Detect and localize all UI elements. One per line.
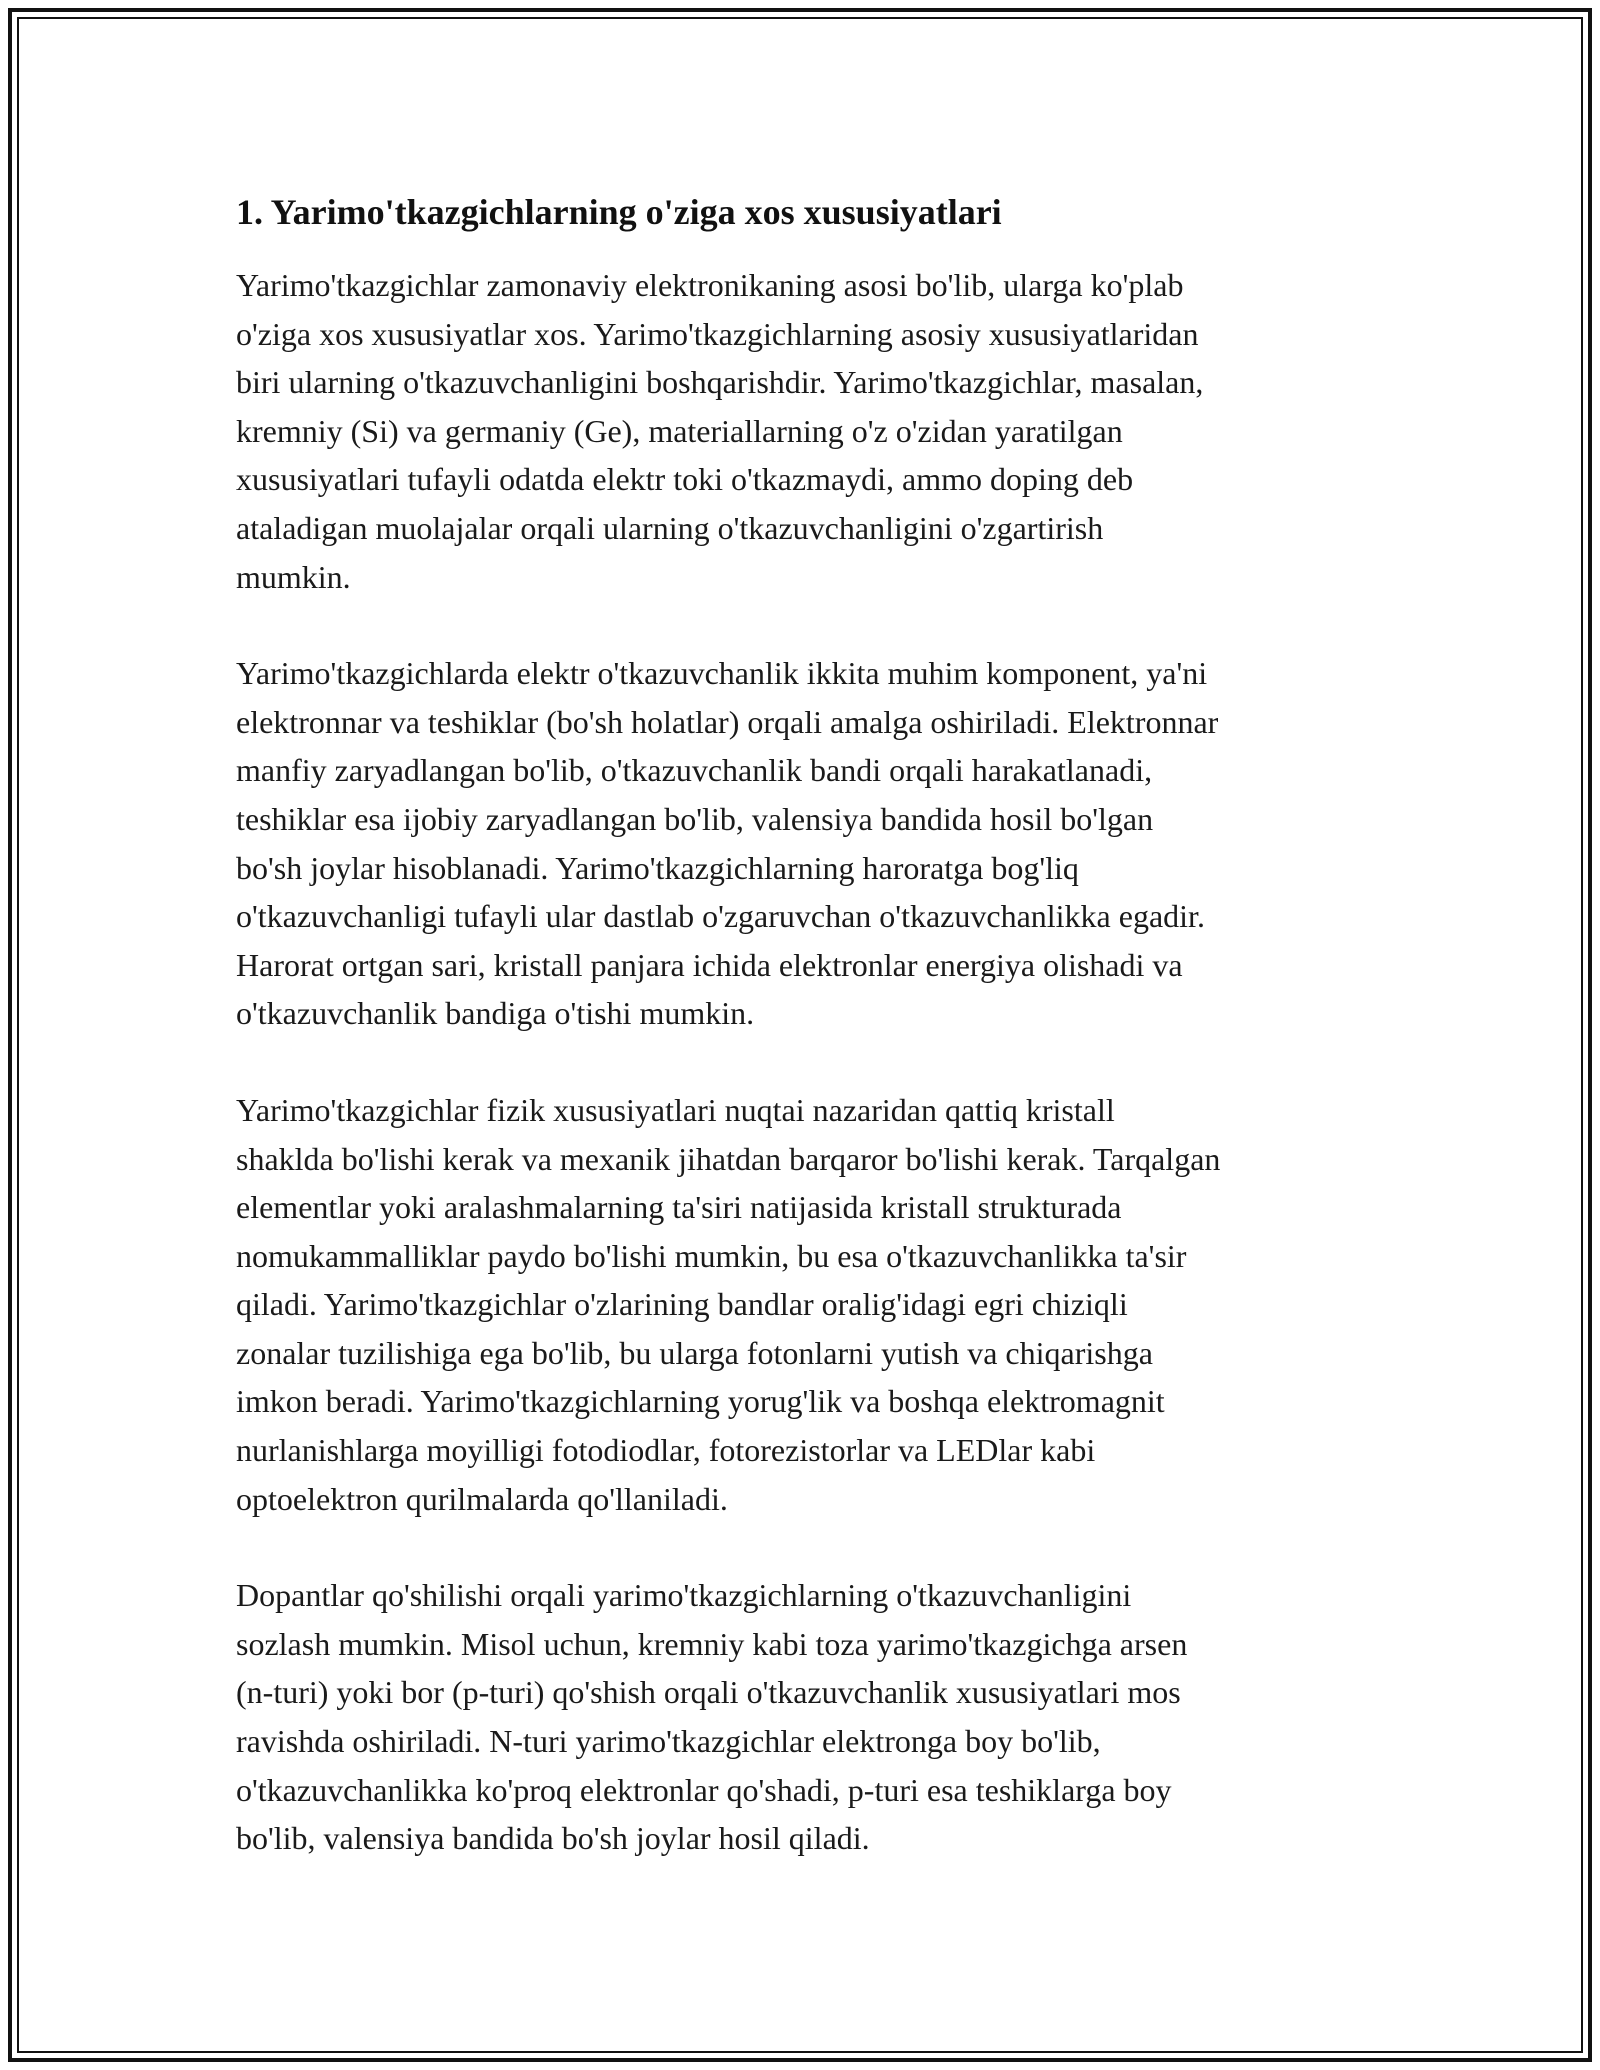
- paragraph-line: Dopantlar qo'shilishi orqali yarimo'tkazgichlarning o'tkazuvchanligini: [236, 1577, 1132, 1614]
- section-heading: 1. Yarimo'tkazgichlarning o'ziga xos xususiyatlari: [236, 192, 1002, 232]
- paragraph-line: qiladi. Yarimo'tkazgichlar o'zlarining bandlar oralig'idagi egri chiziqli: [236, 1286, 1128, 1323]
- paragraph-line: shaklda bo'lishi kerak va mexanik jihatdan barqaror bo'lishi kerak. Tarqalgan: [236, 1140, 1221, 1177]
- paragraph-4: [236, 1571, 1386, 1863]
- paragraph-line: zonalar tuzilishiga ega bo'lib, bu ularga fotonlarni yutish va chiqarishga: [236, 1334, 1153, 1371]
- paragraph-line: (n-turi) yoki bor (p-turi) qo'shish orqali o'tkazuvchanlik xususiyatlari mos: [236, 1674, 1181, 1711]
- paragraph-line: sozlash mumkin. Misol uchun, kremniy kabi toza yarimo'tkazgichga arsen: [236, 1625, 1188, 1662]
- paragraph-line: Yarimo'tkazgichlar zamonaviy elektronikaning asosi bo'lib, ularga ko'plab: [236, 267, 1184, 303]
- paragraph-line: Yarimo'tkazgichlarda elektr o'tkazuvchanlik ikkita muhim komponent, ya'ni: [236, 655, 1208, 692]
- paragraph-3: [236, 1086, 1386, 1523]
- paragraph-line: nurlanishlarga moyilligi fotodiodlar, fotorezistorlar va LEDlar kabi: [236, 1432, 1096, 1469]
- paragraph-line: manfiy zaryadlangan bo'lib, o'tkazuvchanlik bandi orqali harakatlanadi,: [236, 752, 1153, 789]
- paragraph-line: imkon beradi. Yarimo'tkazgichlarning yorug'lik va boshqa elektromagnit: [236, 1383, 1165, 1420]
- paragraph-2: [236, 649, 1386, 1038]
- paragraph-1: [236, 261, 1386, 601]
- paragraph-line: kremniy (Si) va germaniy (Ge), materiallarning o'z o'zidan yaratilgan: [236, 412, 1123, 449]
- paragraph-line: nomukammalliklar paydo bo'lishi mumkin, bu esa o'tkazuvchanlikka ta'sir: [236, 1237, 1187, 1274]
- paragraph-line: Yarimo'tkazgichlar fizik xususiyatlari nuqtai nazaridan qattiq kristall: [236, 1091, 1115, 1128]
- paragraph-line: bo'sh joylar hisoblanadi. Yarimo'tkazgichlarning haroratga bog'liq: [236, 849, 1079, 886]
- paragraph-line: o'tkazuvchanlik bandiga o'tishi mumkin.: [236, 995, 755, 1032]
- paragraph-line: elektronnar va teshiklar (bo'sh holatlar) orqali amalga oshiriladi. Elektronnar: [236, 703, 1219, 740]
- paragraph-line: elementlar yoki aralashmalarning ta'siri natijasida kristall strukturada: [236, 1189, 1122, 1226]
- paragraph-line: xususiyatlari tufayli odatda elektr toki o'tkazmaydi, ammo doping deb: [236, 461, 1134, 498]
- paragraph-line: ataladigan muolajalar orqali ularning o'tkazuvchanligini o'zgartirish: [236, 509, 1104, 546]
- paragraph-line: o'tkazuvchanlikka ko'proq elektronlar qo'shadi, p-turi esa teshiklarga boy: [236, 1771, 1172, 1808]
- paragraph-line: o'tkazuvchanligi tufayli ular dastlab o'zgaruvchan o'tkazuvchanlikka egadir.: [236, 898, 1205, 935]
- paragraph-line: Harorat ortgan sari, kristall panjara ichida elektronlar energiya olishadi va: [236, 946, 1183, 983]
- paragraph-line: o'ziga xos xususiyatlar xos. Yarimo'tkazgichlarning asosiy xususiyatlaridan: [236, 315, 1199, 352]
- paragraph-line: bo'lib, valensiya bandida bo'sh joylar hosil qiladi.: [236, 1820, 870, 1857]
- paragraph-line: biri ularning o'tkazuvchanligini boshqarishdir. Yarimo'tkazgichlar, masalan,: [236, 364, 1204, 401]
- paragraph-line: optoelektron qurilmalarda qo'llaniladi.: [236, 1480, 728, 1517]
- paragraph-line: mumkin.: [236, 558, 351, 595]
- document-body: [236, 186, 1386, 1863]
- paragraph-line: ravishda oshiriladi. N-turi yarimo'tkazgichlar elektronga boy bo'lib,: [236, 1723, 1101, 1760]
- paragraph-line: teshiklar esa ijobiy zaryadlangan bo'lib, valensiya bandida hosil bo'lgan: [236, 800, 1154, 837]
